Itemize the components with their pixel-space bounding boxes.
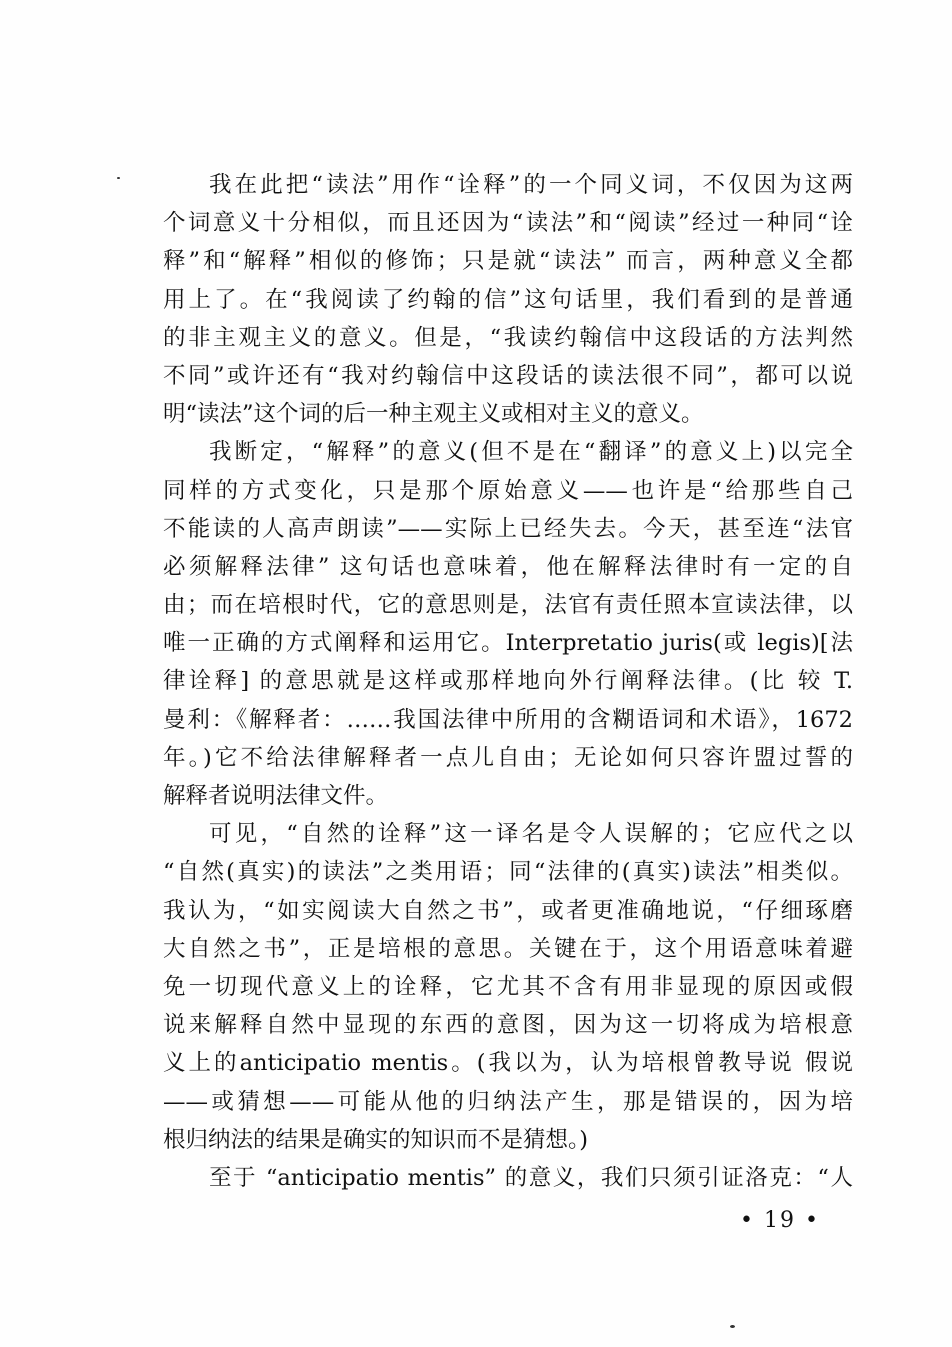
text-line: ——或猜想——可能从他的归纳法产生，那是错误的，因为培 bbox=[163, 1088, 853, 1115]
text-line: 大自然之书”，正是培根的意思。关键在于，这个用语意味着避 bbox=[163, 935, 853, 962]
text-line: 我在此把“读法”用作“诠释”的一个同义词，不仅因为这两 bbox=[209, 172, 853, 198]
text-line: 同样的方式变化，只是那个原始意义——也许是“给那些自己 bbox=[163, 477, 853, 504]
text-line: 律诠释] 的意思就是这样或那样地向外行阐释法律。(比 较 T. bbox=[163, 668, 853, 695]
text-line: 用上了。在“我阅读了约翰的信”这句话里，我们看到的是普通 bbox=[163, 286, 853, 313]
paragraph-2 bbox=[163, 433, 853, 815]
text-line: 曼利：《解释者：……我国法律中所用的含糊语词和术语》，1672 bbox=[163, 706, 853, 733]
text-line: “自然(真实)的读法”之类用语；同“法律的(真实)读法”相类似。 bbox=[163, 859, 853, 886]
paragraph-4 bbox=[163, 1159, 853, 1197]
text-line: 可见，“自然的诠释”这一译名是令人误解的；它应代之以 bbox=[209, 821, 853, 848]
paragraph-1 bbox=[163, 166, 853, 433]
text-line: 至于 “anticipatio mentis” 的意义，我们只须引证洛克：“人 bbox=[209, 1164, 853, 1191]
text-line: 免一切现代意义上的诠释，它尤其不含有用非显现的原因或假 bbox=[163, 973, 853, 1000]
text-line: 的非主观主义的意义。但是，“我读约翰信中这段话的方法判然 bbox=[163, 324, 853, 351]
text-line: 释”和“解释”相似的修饰；只是就“读法” 而言，两种意义全都 bbox=[163, 248, 853, 275]
text-line: 不能读的人高声朗读”——实际上已经失去。今天，甚至连“法官 bbox=[163, 515, 853, 542]
text-line: 明“读法”这个词的后一种主观主义或相对主义的意义。 bbox=[163, 401, 704, 428]
text-line: 由；而在培根时代，它的意思则是，法官有责任照本宣读法律，以 bbox=[163, 592, 853, 619]
text-line: 唯一正确的方式阐释和运用它。Interpretatio juris(或 legis)[法 bbox=[163, 630, 853, 657]
text-line: 必须解释法律” 这句话也意味着，他在解释法律时有一定的自 bbox=[163, 553, 853, 580]
text-line: 我断定，“解释”的意义(但不是在“翻译”的意义上)以完全 bbox=[209, 439, 853, 466]
paragraph-3 bbox=[163, 815, 853, 1159]
text-line: 我认为，“如实阅读大自然之书”，或者更准确地说，“仔细琢磨 bbox=[163, 897, 853, 924]
text-line: 解释者说明法律文件。 bbox=[163, 783, 389, 809]
print-speck bbox=[117, 177, 120, 179]
text-line: 根归纳法的结果是确实的知识而不是猜想。) bbox=[163, 1126, 589, 1153]
body-text bbox=[163, 166, 853, 1197]
text-line: 义上的anticipatio mentis。(我以为，认为培根曾教导说 假说 bbox=[163, 1050, 853, 1077]
text-line: 说来解释自然中显现的东西的意图，因为这一切将成为培根意 bbox=[163, 1012, 853, 1039]
text-line: 个词意义十分相似，而且还因为“读法”和“阅读”经过一种同“诠 bbox=[163, 210, 853, 237]
text-line: 不同”或许还有“我对约翰信中这段话的读法很不同”，都可以说 bbox=[163, 362, 853, 389]
print-speck bbox=[730, 1325, 735, 1328]
text-line: 年。)它不给法律解释者一点儿自由；无论如何只容许盟过誓的 bbox=[163, 744, 853, 771]
page-number: • 19 • bbox=[740, 1208, 820, 1233]
